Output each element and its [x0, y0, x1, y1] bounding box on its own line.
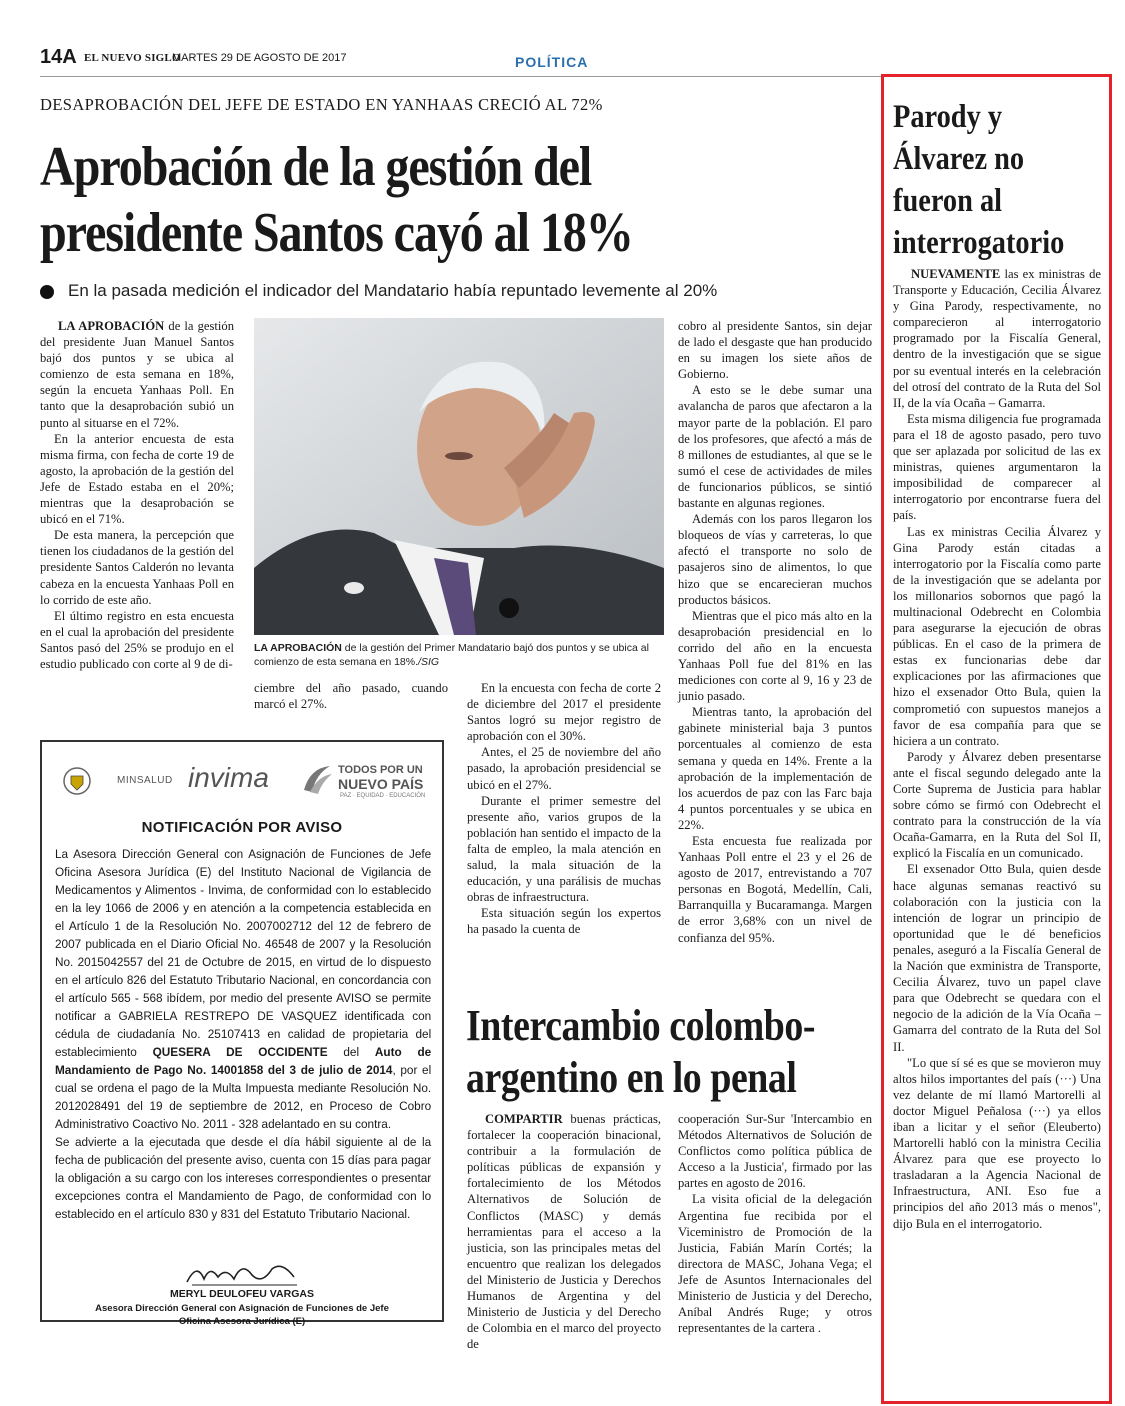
paragraph: Antes, el 25 de noviembre del año pasado, la aprobación presidencial se ubicó en el 27%.: [467, 745, 661, 792]
gov-logo-icon: [300, 762, 334, 796]
caption-lead: LA APROBACIÓN: [254, 642, 342, 654]
paragraph: Mientras tanto, la aprobación del gabinete ministerial baja 3 puntos porcentuales al comienzo de esta semana y queda en 14%. Frente a la aprobación de la implementación de los acuerdos de paz con las Farc baja 4 puntos porcentuales y se ubica en 22%.: [678, 705, 872, 832]
main-column-3: [467, 680, 661, 938]
paragraph: Esta situación según los expertos ha pasado la cuenta de: [467, 906, 661, 937]
lead-word: LA APROBACIÓN: [58, 319, 165, 333]
notice-paragraph: [55, 845, 431, 1133]
lead-word: NUEVAMENTE: [911, 267, 1001, 281]
coat-of-arms-icon: [62, 766, 92, 796]
paragraph: En la encuesta con fecha de corte 2 de diciembre del 2017 el presidente Santos logró su mejor registro de aprobación con el 30%.: [467, 681, 661, 744]
photo-illustration: [254, 318, 664, 635]
newspaper-name: EL NUEVO SIGLO: [84, 52, 181, 64]
signature-icon: [182, 1257, 302, 1289]
photo-credit: /SIG: [418, 656, 440, 668]
article-kicker: DESAPROBACIÓN DEL JEFE DE ESTADO EN YANHAAS CRECIÓ AL 72%: [40, 95, 603, 114]
notice-paragraph: Se advierte a la ejecutada que desde el día hábil siguiente al de la fecha de publicación del presente aviso, cuenta con 15 días para pagar la obligación a su cargo con los intereses correspondientes o presentar excepciones contra el Mandamiento de Pago, de conformidad con lo establecido en el artículo 830 y 831 del Estatuto Tributario Nacional.: [55, 1135, 432, 1221]
signer-name: MERYL DEULOFEU VARGAS: [170, 1288, 314, 1300]
main-headline: [40, 134, 866, 266]
headline-line-1: Intercambio colombo-: [466, 1001, 816, 1050]
paragraph: En la anterior encuesta de esta misma firma, con fecha de corte 19 de agosto, la aprobación de la gestión del Jefe de Estado estaba en el 20%; mientras que la desaprobación se ubicó en el 71%.: [40, 431, 234, 527]
notice-text: La Asesora Dirección General con Asignación de Funciones de Jefe Oficina Asesora Jurídica (E) del Instituto Nacional de Vigilancia de Medicamentos y Alimentos - Invima, de conformidad con lo establecido en la ley 1066 de 2006 y en atención a la competencia establecida en el Artículo 1 de la Resolución No. 2007002712 del 12 de febrero de 2007 publicada en el Diario Oficial No. 46548 de 2007 y la Resolución No. 2015042557 del 21 de Octubre de 2015, en virtud de lo dispuesto en el artículo 826 del Estatuto Tributario Nacional, en concordancia con el artículo 565 - 568 ibídem, por medio del presente AVISO se permite notificar a GABRIELA RESTREPO DE VASQUEZ identificada con cédula de ciudadanía No. 25107413 en calidad de propietaria del establecimiento: [55, 847, 432, 1059]
notice-body: [55, 845, 431, 1223]
main-column-4: [678, 318, 872, 946]
notice-text: del: [327, 1045, 375, 1059]
gov-logo-line2: NUEVO PAÍS: [338, 776, 424, 792]
paragraph: Además con los paros llegaron los bloqueos de vías y carreteras, lo que afectó el transporte no solo de pasajeros sino de alimentos, lo que hizo que se encarecieran muchos productos básicos.: [678, 512, 872, 607]
invima-logo: invima: [188, 762, 269, 793]
notice-text: , por el cual se ordena el pago de la Multa Impuesta mediante Resolución No. 2012028491 del 19 de septiembre de 2012, en Proceso de Cobro Administrativo Coactivo No. 2011 - 328 adelantado en su contra.: [55, 1063, 432, 1131]
gov-logo-tagline: PAZ · EQUIDAD · EDUCACIÓN: [340, 793, 426, 799]
paragraph: cooperación Sur-Sur 'Intercambio en Métodos Alternativos de Solución de Conflictos como política pública de Acceso a la Justicia', firmado por las partes en agosto de 2016.: [678, 1112, 872, 1191]
paragraph: de la gestión del presidente Juan Manuel Santos bajó dos puntos y se ubica al comienzo de esta semana en 18%, según la encueta Yanhaas Poll. En tanto que la desaprobación subió un punto al situarse en el 72%.: [40, 319, 234, 430]
president-photo: [254, 318, 664, 635]
notice-establishment: QUESERA DE OCCIDENTE: [152, 1045, 328, 1059]
sidebar-headline: [893, 96, 1099, 264]
second-column-2: [678, 1111, 872, 1336]
paragraph: cobro al presidente Santos, sin dejar de lado el desgaste que han producido en su imagen los siete años de Gobierno.: [678, 319, 872, 382]
second-column-1: [467, 1111, 661, 1352]
paragraph: Parody y Álvarez deben presentarse ante el fiscal segundo delegado ante la Corte Suprema de Justicia para hablar sobre cómo se firmó con Odebrecht el contrato para la construcción de la vía Ocaña-Gamarra, en la Ruta del Sol II, explicó la Fiscalía en un comunicado.: [893, 749, 1101, 861]
page-number: 14A: [40, 46, 77, 68]
headline-line-2: argentino en lo penal: [466, 1053, 797, 1102]
section-name: POLÍTICA: [515, 54, 589, 70]
headline-line: interrogatorio: [893, 225, 1065, 261]
paragraph: Esta encuesta fue realizada por Yanhaas Poll entre el 23 y el 26 de agosto de 2017, entrevistando a 707 personas en Bogotá, Medellín, Cali, Barranquilla y Bucaramanga. Margen de error 3,68% con un nivel de confianza del 95%.: [678, 834, 872, 945]
main-column-2: [254, 680, 448, 712]
legal-notice: [40, 740, 444, 1327]
paragraph: Las ex ministras Cecilia Álvarez y Gina Parody están citadas a interrogatorio por la Fiscalía como parte de la investigación que se adelanta por los millonarios sobornos que pagó la multinacional Odebrecht en Colombia para asegurarse la ejecución de obras públicas. En el caso de la primera de estas ex funcionarias debe dar explicaciones por las afirmaciones que hizo el exsenador Otto Bula, quien la comprometió con supuestos manejos a favor de esa compañía para que se hiciera a un contrato.: [893, 524, 1101, 748]
paragraph: El último registro en esta encuesta en el cual la aprobación del presidente Santos pasó del 25% se produjo en el estudio publicado con corte al 9 de di-: [40, 608, 234, 671]
paragraph: ciembre del año pasado, cuando marcó el 27%.: [254, 681, 448, 712]
gov-logo-line1: TODOS POR UN: [338, 764, 423, 776]
headline-line: fueron al: [893, 183, 1003, 219]
headline-line: Parody y: [893, 99, 1003, 135]
paragraph: Esta misma diligencia fue programada para el 18 de agosto pasado, pero tuvo que ser aplazada por solicitud de las ex ministras, quienes argumentaron la imposibilidad de comparecer al interrogatorio por encontrarse fuera del país.: [893, 411, 1101, 523]
sidebar-body: [893, 266, 1101, 1232]
main-column-1: [40, 318, 234, 672]
paragraph: De esta manera, la percepción que tienen los ciudadanos de la gestión del presidente Santos Calderón no levanta cabeza en la encuesta Yanhaas Poll en lo corrido de este año.: [40, 528, 234, 607]
issue-date: MARTES 29 DE AGOSTO DE 2017: [172, 52, 347, 64]
headline-line-1: Aprobación de la gestión del: [40, 136, 592, 198]
photo-caption: [254, 641, 659, 669]
paragraph: La visita oficial de la delegación Argentina fue recibida por el Viceministro de Promoción de la Justicia, Fabián Marín Cortés; la directora de MASC, Johana Vega; el Jefe de Asuntos Internacionales del Ministerio de Justicia y del Derecho, Aníbal Andrés Ruge; y otros representantes de la cartera .: [678, 1192, 872, 1336]
article-subhead: En la pasada medición el indicador del Mandatario había repuntado levemente al 20%: [68, 281, 718, 300]
signer-title: Asesora Dirección General con Asignación de Funciones de Jefe Oficina Asesora Jurídica (E): [95, 1303, 389, 1327]
notice-auto: Auto de Mandamiento de Pago No. 14001858 del 3 de julio de 2014: [55, 1045, 432, 1077]
paragraph: Mientras que el pico más alto en la desaprobación presidencial en lo corrido del año en la encuesta Yanhaas Poll fue del 81% en las mediciones con corte al 9, 16 y 23 de junio pasado.: [678, 608, 872, 704]
paragraph: El exsenador Otto Bula, quien desde hace algunas semanas reactivó su colaboración con la justicia con la intención de lograr un principio de oportunidad que le dé beneficios penales, aseguró a la Fiscalía General de la Nación que exministra de Transporte, Cecilia Álvarez, tuvo un papel clave para que Odebrecht se quedara con el negocio de la adición de la Vía Ocaña – Gamarra del contrato de la Ruta del Sol II.: [893, 862, 1101, 1054]
caption-text: de la gestión del Primer Mandatario bajó dos puntos y se ubica al comienzo de esta semana en 18%.: [254, 642, 649, 668]
headline-line: Álvarez no: [893, 141, 1025, 177]
second-headline: [466, 1000, 862, 1104]
paragraph: buenas prácticas, fortalecer la cooperación binacional, contribuir a la formulación de políticas públicas de expansión y fortalecimiento de los Métodos Alternativos de Solución de Conflictos (MASC) y demás herramientas para el acceso a la justicia, son las principales metas del encuentro que realizan los delegados del Ministerio de Justicia y Derechos Humanos de Argentina y del Ministerio de Justicia y del Derecho de Colombia en el marco del proyecto de: [467, 1112, 661, 1352]
minsalud-logo: MINSALUD: [117, 775, 173, 786]
paragraph: las ex ministras de Transporte y Educación, Cecilia Álvarez y Gina Parody, respectivamente, no comparecieron al interrogatorio programado por la Fiscalía General, dentro de la investigación que se sigue por su eventual interés en la celebración del otrosí del contrato de la Ruta del Sol II, de la vía Ocaña – Gamarra.: [893, 267, 1101, 410]
headline-line-2: presidente Santos cayó al 18%: [40, 202, 633, 264]
notice-title: NOTIFICACIÓN POR AVISO: [141, 819, 343, 836]
lead-word: COMPARTIR: [485, 1112, 563, 1126]
paragraph: Durante el primer semestre del presente año, varios grupos de la población han sentido el impacto de la falta de empleo, la mala atención en salud, la mala situación de la educación, y una parálisis de muchas obras de infraestructura.: [467, 793, 661, 905]
paragraph: A esto se le debe sumar una avalancha de paros que afectaron a la mayor parte de la población. El paro de los profesores, que afectó a más de 8 millones de estudiantes, al que se le sumó el cese de actividades de miles de funcionarios públicos, se sintió bastante en algunas regiones.: [678, 383, 872, 511]
subhead-bullet-icon: [40, 285, 54, 299]
paragraph: "Lo que sí sé es que se movieron muy altos hilos importantes del país (···) Una vez delante de mí llamó Martorelli al doctor Miguel Peñalosa (···) ya ellos iban a licitar y el señor (Eleuberto) Martorelli habló con la ministra Cecilia Álvarez para que ese proyecto lo trasladaran a la Agencia Nacional de Infraestructura, ANI. Eso fue a principios del año 2013 más o menos", dijo Bula en el interrogatorio.: [893, 1055, 1101, 1231]
